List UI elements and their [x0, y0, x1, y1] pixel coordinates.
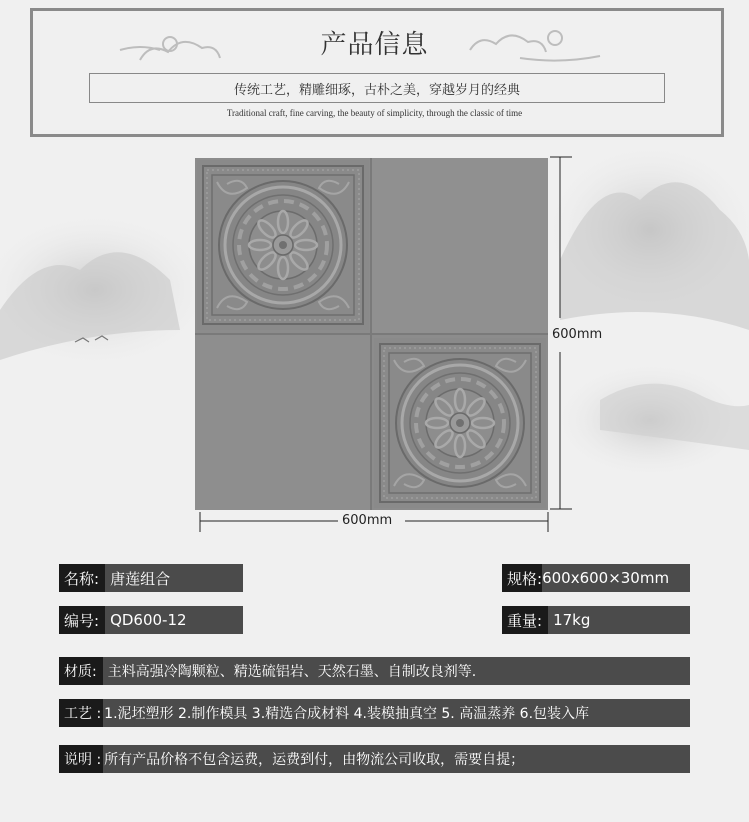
width-dimension-label: 600mm: [342, 513, 393, 528]
spec-name-value: 唐莲组合: [110, 569, 171, 588]
slogan-box: [89, 73, 665, 103]
spec-note-value: 所有产品价格不包含运费，运费到付，由物流公司收取，需要自提；: [104, 752, 525, 768]
spec-process-value: 1.泥坯塑形 2.制作模具 3.精选合成材料 4.装模抽真空 5. 高温蒸养 6.包装入库: [104, 706, 590, 722]
slogan-english: Traditional craft, fine carving, the beauty of simplicity, through the classic of time: [226, 108, 523, 118]
spec-name: [59, 564, 243, 592]
spec-weight: [502, 606, 690, 634]
spec-process: [59, 699, 690, 727]
product-tile-image: [195, 158, 548, 510]
slogan-chinese: 传统工艺，精雕细琢，古朴之美，穿越岁月的经典: [233, 82, 520, 98]
spec-process-key: 工艺 :: [59, 699, 103, 727]
spec-size-value: 600x600×30mm: [542, 569, 670, 587]
spec-size: [502, 564, 690, 592]
spec-note: [59, 745, 690, 773]
spec-size-key: 规格:: [502, 564, 542, 592]
spec-code-key: 编号:: [59, 606, 105, 634]
spec-material-key: 材质:: [59, 657, 103, 685]
height-dimension-label: 600mm: [552, 327, 603, 342]
spec-weight-value: 17kg: [553, 611, 591, 629]
spec-material-value: 主料高强冷陶颗粒、精选硫铝岩、天然石墨、自制改良剂等.: [107, 664, 477, 680]
spec-note-key: 说明 :: [59, 745, 103, 773]
spec-code-value: QD600-12: [110, 611, 187, 629]
spec-material: [59, 657, 690, 685]
page-title: 产品信息: [320, 30, 429, 60]
spec-name-key: 名称:: [59, 564, 105, 592]
spec-weight-key: 重量:: [502, 606, 548, 634]
spec-code: [59, 606, 243, 634]
